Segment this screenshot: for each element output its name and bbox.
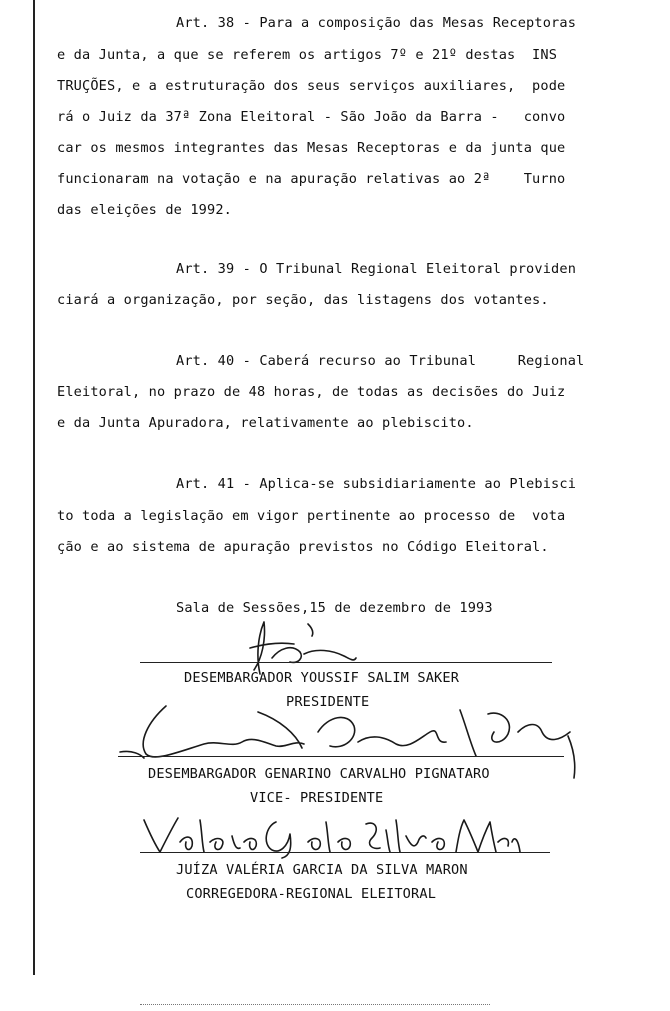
- art40-line-3: e da Junta Apuradora, relativamente ao plebiscito.: [57, 415, 474, 431]
- art39-line-2: ciará a organização, por seção, das listagens dos votantes.: [57, 292, 549, 308]
- art38-line-4: rá o Juiz da 37ª Zona Eleitoral - São João da Barra - convo: [57, 109, 566, 125]
- art41-line-2: to toda a legislação em vigor pertinente ao processo de vota: [57, 508, 566, 524]
- vice-president-title: VICE- PRESIDENTE: [250, 790, 384, 806]
- president-title: PRESIDENTE: [286, 694, 370, 710]
- corregedora-title: CORREGEDORA-REGIONAL ELEITORAL: [186, 886, 437, 902]
- art38-line-3: TRUÇÕES, e a estruturação dos seus serviços auxiliares, pode: [57, 78, 566, 94]
- art40-line-2: Eleitoral, no prazo de 48 horas, de todas as decisões do Juiz: [57, 384, 566, 400]
- art38-line-6: funcionaram na votação e na apuração relativas ao 2ª Turno: [57, 171, 566, 187]
- art39-line-1: Art. 39 - O Tribunal Regional Eleitoral providen: [176, 261, 577, 277]
- left-margin-rule: [33, 0, 35, 975]
- place-and-date: Sala de Sessões,15 de dezembro de 1993: [176, 600, 493, 616]
- art38-line-5: car os mesmos integrantes das Mesas Receptoras e da junta que: [57, 140, 566, 156]
- president-name: DESEMBARGADOR YOUSSIF SALIM SAKER: [184, 670, 460, 686]
- signature-line-2: [118, 756, 564, 757]
- art40-line-1: Art. 40 - Caberá recurso ao Tribunal Regional: [176, 353, 585, 369]
- art38-line-2: e da Junta, a que se referem os artigos 7º e 21º destas INS: [57, 47, 558, 63]
- corregedora-name: JUÍZA VALÉRIA GARCIA DA SILVA MARON: [176, 862, 468, 878]
- signature-line-1: [140, 662, 552, 663]
- art38-line-7: das eleições de 1992.: [57, 202, 233, 218]
- page-bottom-edge: [140, 1004, 490, 1005]
- signature-line-3: [140, 852, 550, 853]
- art38-line-1: Art. 38 - Para a composição das Mesas Receptoras: [176, 15, 577, 31]
- vice-president-name: DESEMBARGADOR GENARINO CARVALHO PIGNATARO: [148, 766, 490, 782]
- art41-line-3: ção e ao sistema de apuração previstos no Código Eleitoral.: [57, 539, 549, 555]
- art41-line-1: Art. 41 - Aplica-se subsidiariamente ao Plebisci: [176, 476, 577, 492]
